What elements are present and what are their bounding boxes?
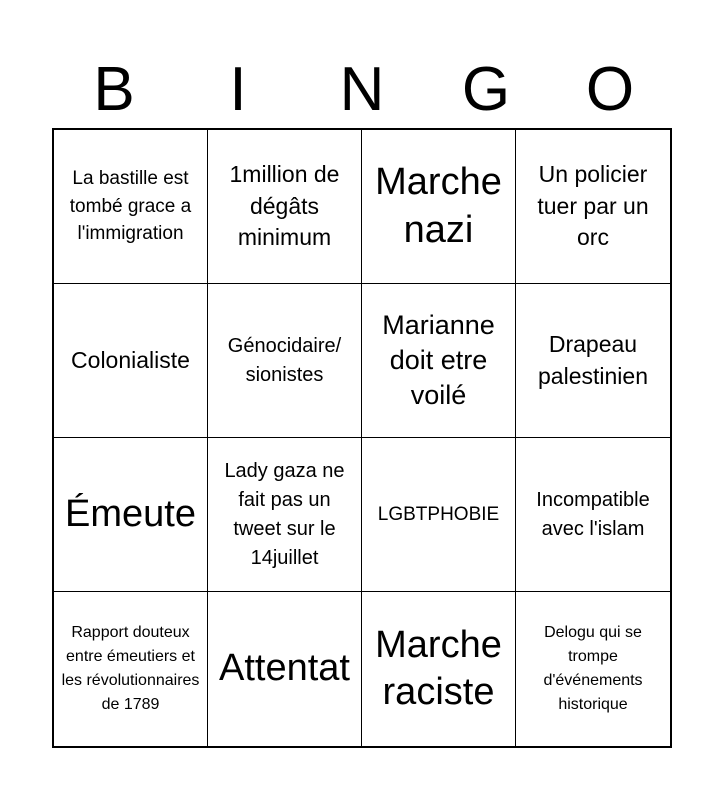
bingo-cell[interactable]: Colonialiste bbox=[54, 284, 208, 438]
bingo-cell[interactable]: Un policier tuer par un orc bbox=[516, 130, 670, 284]
bingo-cell[interactable]: Émeute bbox=[54, 438, 208, 592]
bingo-cell[interactable]: Drapeau palestinien bbox=[516, 284, 670, 438]
header-letter-o: O bbox=[585, 55, 635, 124]
bingo-cell[interactable]: Marianne doit etre voilé bbox=[362, 284, 516, 438]
bingo-cell[interactable]: Marche raciste bbox=[362, 592, 516, 746]
bingo-cell[interactable]: 1million de dégâts minimum bbox=[208, 130, 362, 284]
bingo-grid bbox=[52, 128, 672, 748]
bingo-cell[interactable]: Attentat bbox=[208, 592, 362, 746]
bingo-cell[interactable]: Rapport douteux entre émeutiers et les révolutionnaires de 1789 bbox=[54, 592, 208, 746]
bingo-cell[interactable]: Marche nazi bbox=[362, 130, 516, 284]
header-letter-n: N bbox=[339, 55, 385, 124]
header-letter-b: B bbox=[93, 55, 135, 124]
bingo-cell[interactable]: LGBTPHOBIE bbox=[362, 438, 516, 592]
bingo-header bbox=[52, 52, 672, 128]
header-letter-g: G bbox=[461, 55, 511, 124]
header-letter-i: I bbox=[229, 55, 247, 124]
bingo-cell[interactable]: Lady gaza ne fait pas un tweet sur le 14juillet bbox=[208, 438, 362, 592]
bingo-cell[interactable]: Incompatible avec l'islam bbox=[516, 438, 670, 592]
bingo-cell[interactable]: Delogu qui se trompe d'événements historique bbox=[543, 624, 643, 713]
bingo-cell[interactable]: La bastille est tombé grace a l'immigration bbox=[54, 130, 208, 284]
bingo-cell[interactable]: Génocidaire/ sionistes bbox=[208, 284, 362, 438]
